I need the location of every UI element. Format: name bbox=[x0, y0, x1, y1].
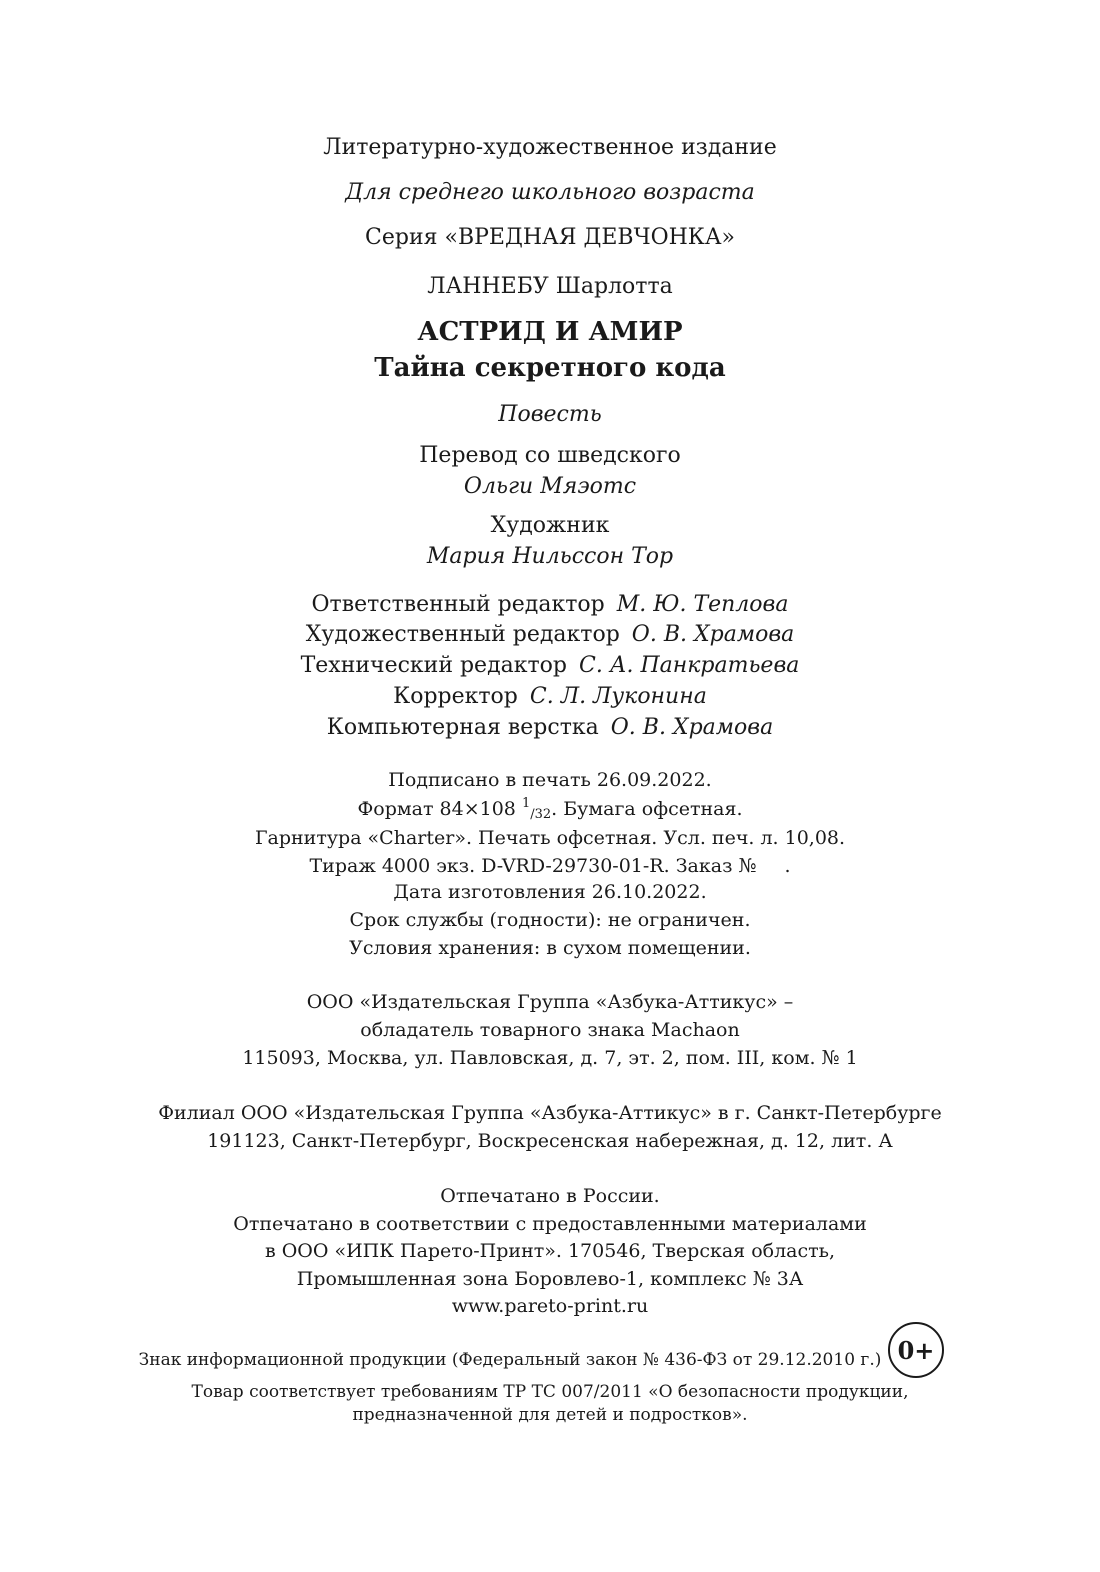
editor-line bbox=[0, 594, 1100, 616]
translation-label: Перевод со шведского bbox=[419, 443, 681, 468]
storage-conditions: Условия хранения: в сухом помещении. bbox=[349, 937, 751, 959]
editor-role: Ответственный редактор bbox=[311, 592, 605, 617]
compliance-line: Товар соответствует требованиям ТР ТС 007/2011 «О безопасности продукции, bbox=[191, 1382, 909, 1402]
run-suffix: . bbox=[784, 855, 791, 877]
editor-name: О. В. Храмова bbox=[610, 715, 774, 740]
editor-line bbox=[0, 717, 1100, 739]
printer-line: Промышленная зона Боровлево-1, комплекс № 3А bbox=[296, 1268, 804, 1290]
editor-name: С. Л. Луконина bbox=[529, 684, 707, 709]
shelf-life: Срок службы (годности): не ограничен. bbox=[349, 909, 751, 931]
publisher-line: ООО «Издательская Группа «Азбука-Аттикус» – bbox=[306, 991, 794, 1013]
run-prefix: Тираж 4000 экз. D-VRD-29730-01-R. Заказ № bbox=[309, 855, 757, 877]
printer-line: Отпечатано в России. bbox=[440, 1185, 660, 1207]
book-title: АСТРИД И АМИР bbox=[417, 317, 683, 347]
editor-name: М. Ю. Теплова bbox=[616, 592, 789, 617]
artist-label: Художник bbox=[490, 513, 610, 538]
format-suffix: . Бумага офсетная. bbox=[551, 798, 743, 820]
printer-website: www.pareto-print.ru bbox=[451, 1295, 649, 1317]
translator: Ольги Мяэотс bbox=[463, 474, 637, 499]
artist: Мария Нильссон Тор bbox=[426, 544, 674, 569]
age-group: Для среднего школьного возраста bbox=[345, 180, 755, 205]
edition-type: Литературно-художественное издание bbox=[323, 135, 777, 160]
editor-role: Корректор bbox=[393, 684, 518, 709]
genre: Повесть bbox=[498, 402, 602, 427]
format-prefix: Формат 84×108 bbox=[357, 798, 516, 820]
publisher-address: 115093, Москва, ул. Павловская, д. 7, эт. 2, пом. III, ком. № 1 bbox=[242, 1047, 858, 1069]
format-line bbox=[0, 796, 1100, 822]
manufacture-date: Дата изготовления 26.10.2022. bbox=[393, 881, 707, 903]
typeface-line: Гарнитура «Charter». Печать офсетная. Усл. печ. л. 10,08. bbox=[254, 827, 846, 849]
branch-line: Филиал ООО «Издательская Группа «Азбука-Аттикус» в г. Санкт-Петербурге bbox=[158, 1102, 942, 1124]
info-mark-text: Знак информационной продукции (Федеральный закон № 436-ФЗ от 29.12.2010 г.) bbox=[138, 1350, 882, 1370]
compliance-line: предназначенной для детей и подростков». bbox=[352, 1405, 748, 1425]
printer-line: Отпечатано в соответствии с предоставленными материалами bbox=[233, 1213, 867, 1235]
editor-name: С. А. Панкратьева bbox=[579, 653, 800, 678]
signed-date: Подписано в печать 26.09.2022. bbox=[388, 769, 712, 791]
editor-role: Компьютерная верстка bbox=[326, 715, 599, 740]
branch-address: 191123, Санкт-Петербург, Воскресенская набережная, д. 12, лит. А bbox=[207, 1130, 893, 1152]
editor-line bbox=[0, 655, 1100, 677]
editor-line bbox=[0, 624, 1100, 646]
printer-line: в ООО «ИПК Парето-Принт». 170546, Тверская область, bbox=[264, 1240, 836, 1262]
editor-line bbox=[0, 686, 1100, 708]
author: ЛАННЕБУ Шарлотта bbox=[427, 274, 673, 299]
editor-name: О. В. Храмова bbox=[631, 622, 795, 647]
book-subtitle: Тайна секретного кода bbox=[374, 353, 726, 383]
format-denominator: /32 bbox=[530, 807, 552, 822]
editor-role: Художественный редактор bbox=[305, 622, 620, 647]
series: Серия «ВРЕДНАЯ ДЕВЧОНКА» bbox=[365, 225, 735, 250]
publisher-line: обладатель товарного знака Machaon bbox=[360, 1019, 740, 1041]
age-rating-badge: 0+ bbox=[888, 1322, 944, 1378]
run-line bbox=[0, 857, 1100, 876]
format-numerator: 1 bbox=[521, 796, 531, 811]
editor-role: Технический редактор bbox=[300, 653, 567, 678]
